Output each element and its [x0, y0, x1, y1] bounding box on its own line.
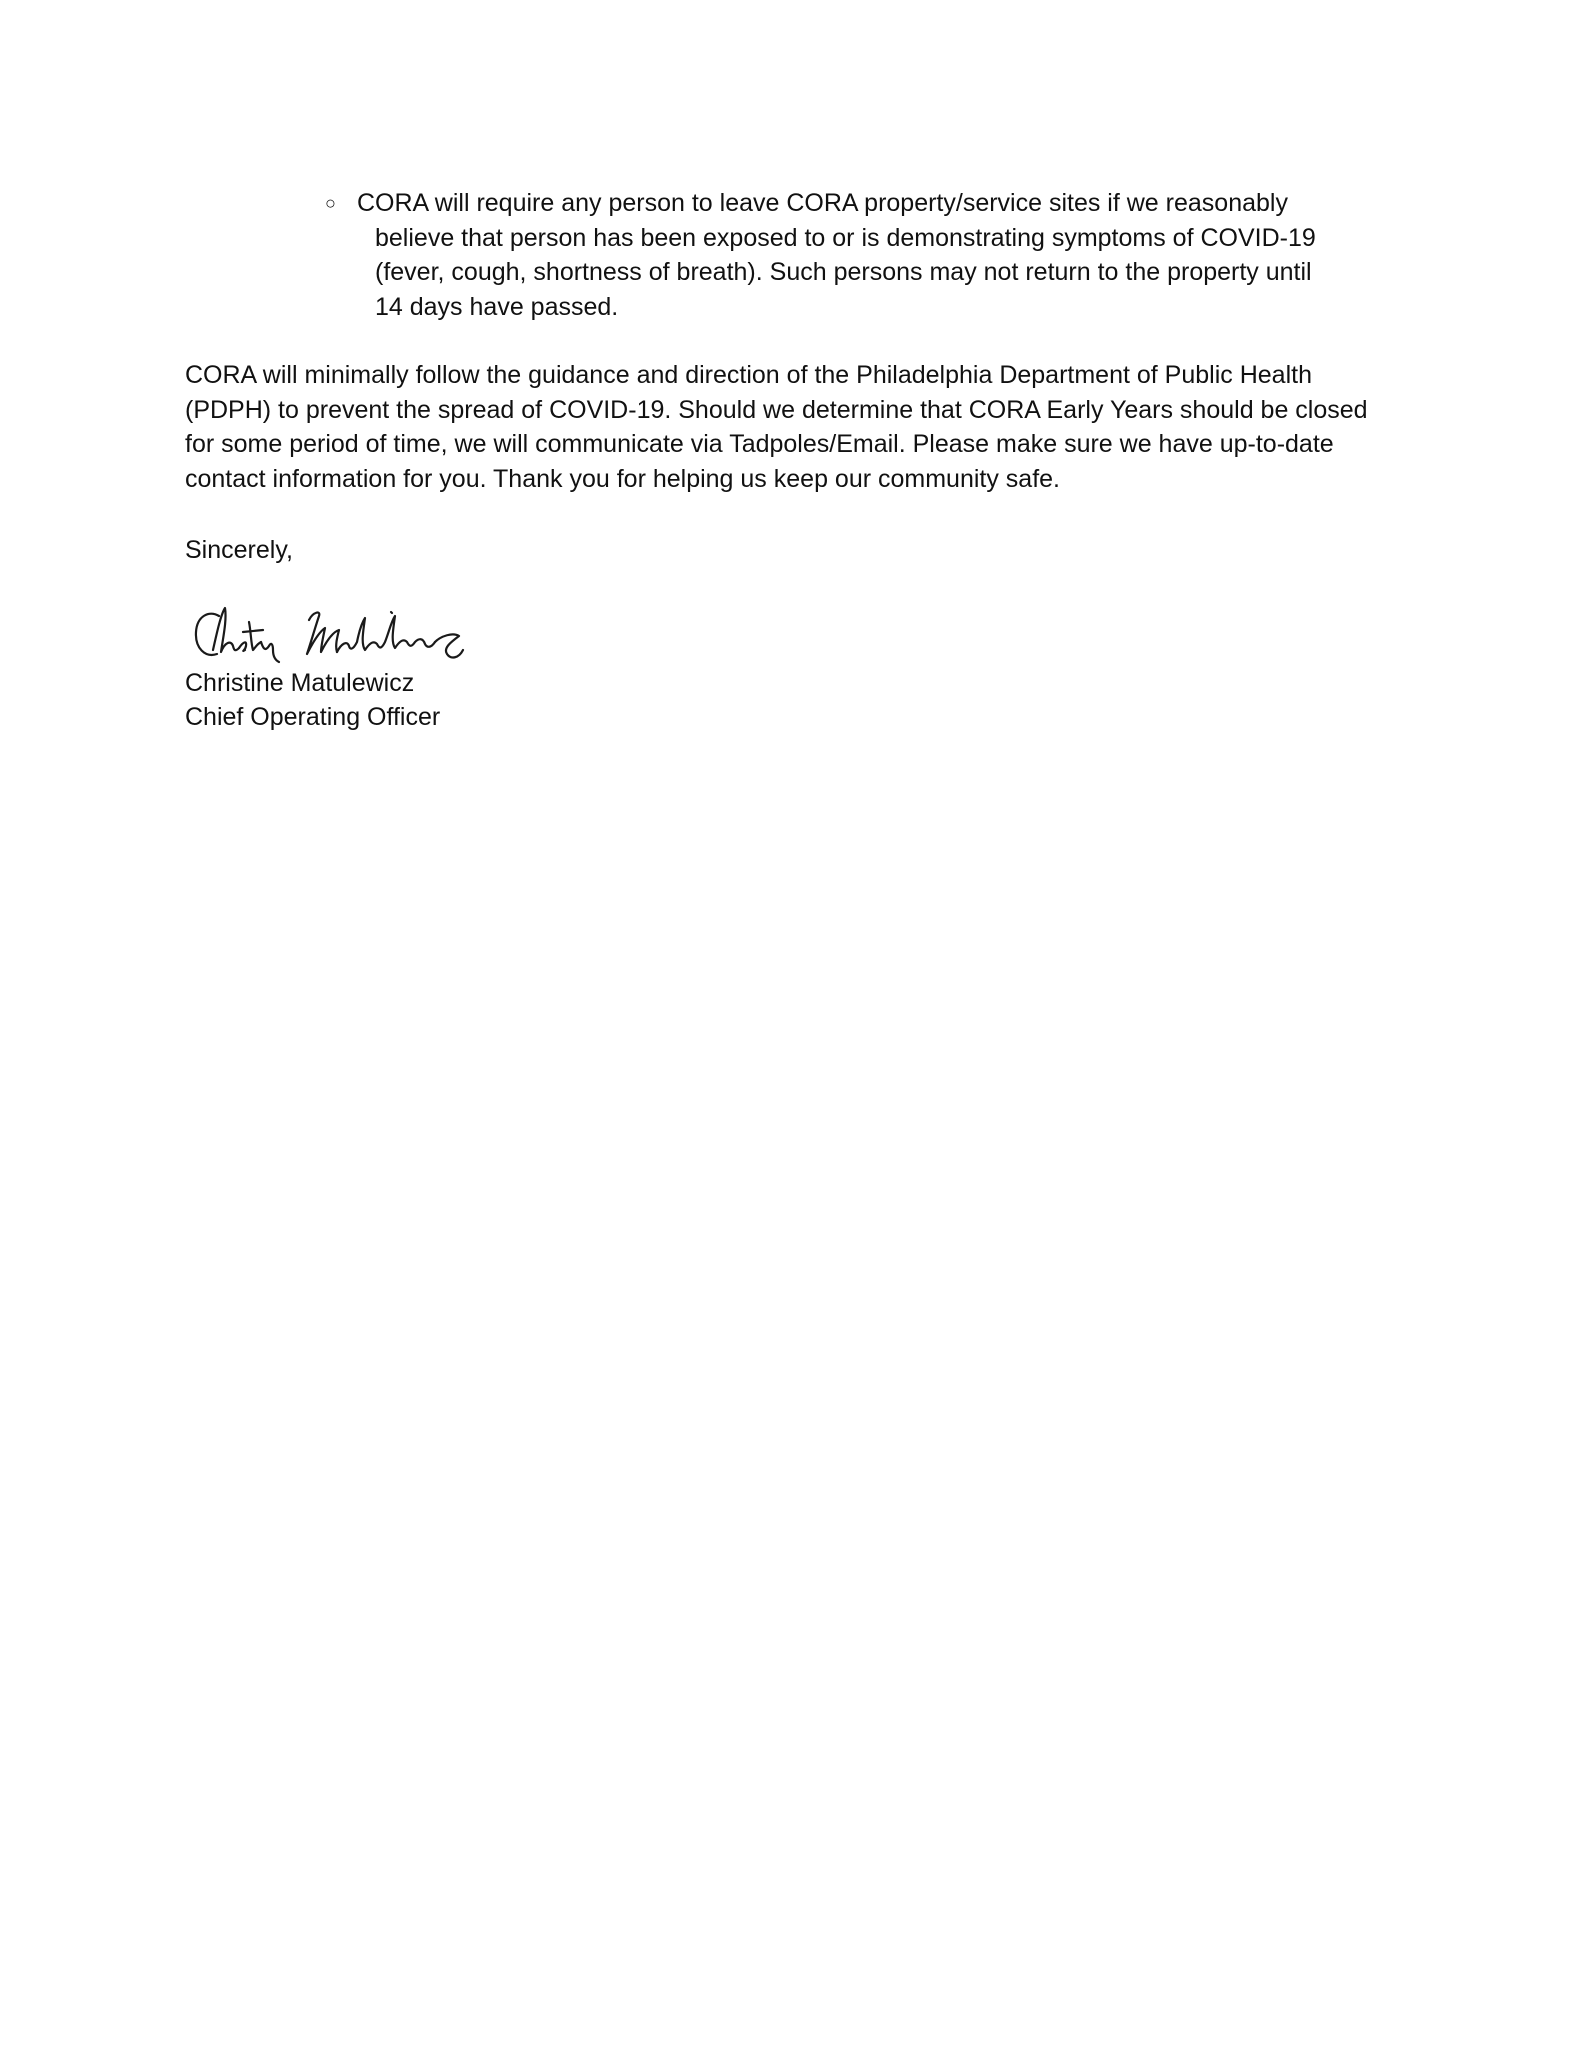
bullet-item	[325, 186, 1357, 324]
paragraph-line: for some period of time, we will communicate via Tadpoles/Email. Please make sure we have up-to-date	[185, 430, 1334, 458]
paragraph-line: (PDPH) to prevent the spread of COVID-19. Should we determine that CORA Early Years should be closed	[185, 395, 1368, 424]
paragraph-line: contact information for you. Thank you for helping us keep our community safe.	[185, 464, 1060, 493]
signatory-title: Chief Operating Officer	[185, 703, 441, 731]
bullet-line: believe that person has been exposed to or is demonstrating symptoms of COVID-19	[375, 223, 1316, 252]
bullet-line: (fever, cough, shortness of breath). Such persons may not return to the property until	[375, 258, 1312, 286]
signatory-name: Christine Matulewicz	[185, 668, 415, 697]
body-paragraph	[185, 358, 1415, 496]
paragraph-line: CORA will minimally follow the guidance and direction of the Philadelphia Department of Public Health	[185, 361, 1312, 389]
letter-body	[185, 186, 1415, 735]
handwritten-signature	[191, 602, 471, 664]
bullet-line: 14 days have passed.	[375, 292, 619, 321]
bullet-marker: ○	[325, 193, 336, 213]
bullet-line: CORA will require any person to leave CORA property/service sites if we reasonably	[357, 189, 1288, 217]
closing-salutation: Sincerely,	[185, 536, 293, 564]
